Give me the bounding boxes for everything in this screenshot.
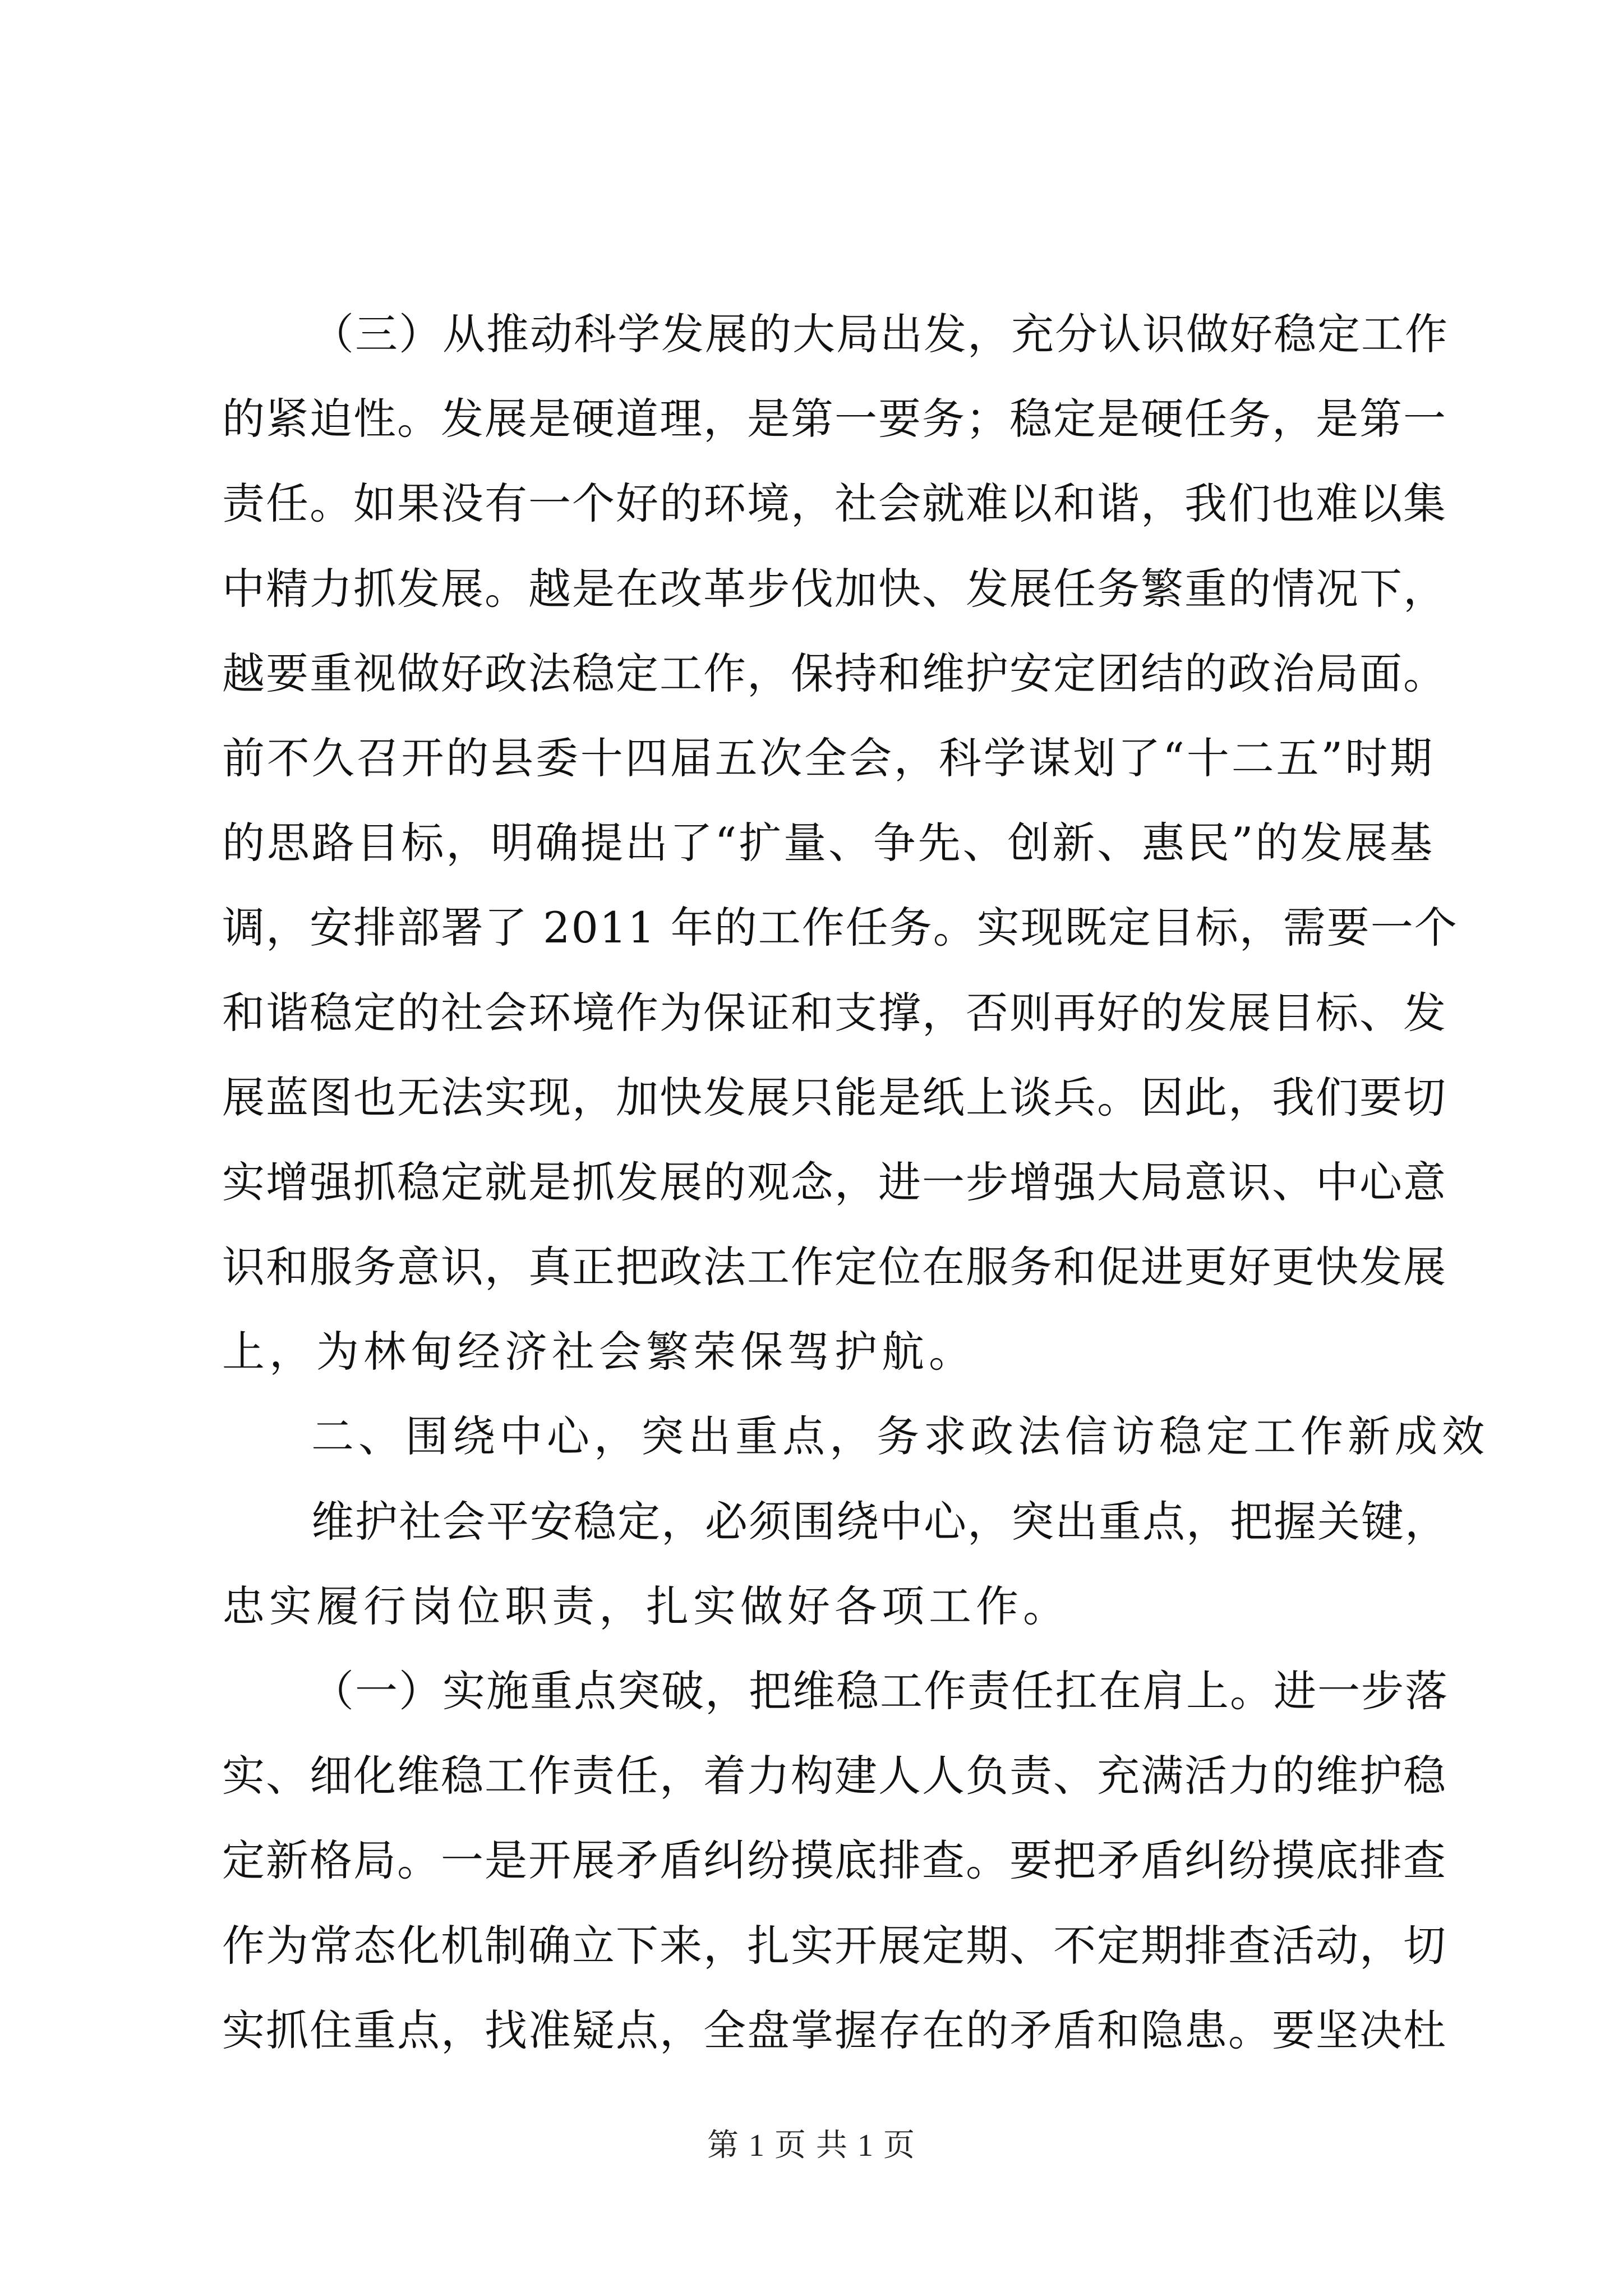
text-line: 作为常态化机制确立下来，扎实开展定期、不定期排查活动，切 bbox=[222, 1920, 1447, 1971]
text-line: 维护社会平安稳定，必须围绕中心，突出重点，把握关键， bbox=[311, 1496, 1449, 1547]
text-line: 的紧迫性。发展是硬道理，是第一要务；稳定是硬任务，是第一 bbox=[222, 394, 1447, 444]
text-line: 实增强抓稳定就是抓发展的观念，进一步增强大局意识、中心意 bbox=[222, 1157, 1447, 1207]
text-line: 实、细化维稳工作责任，着力构建人人负责、充满活力的维护稳 bbox=[222, 1751, 1447, 1801]
text-line: 忠实履行岗位职责，扎实做好各项工作。 bbox=[222, 1581, 1070, 1631]
text-line: 展蓝图也无法实现，加快发展只能是纸上谈兵。因此，我们要切 bbox=[222, 1072, 1447, 1122]
section-heading: 二、围绕中心，突出重点，务求政法信访稳定工作新成效 bbox=[311, 1411, 1489, 1462]
text-line: 责任。如果没有一个好的环境，社会就难以和谐，我们也难以集 bbox=[222, 478, 1447, 529]
text-line: 调，安排部署了 2011 年的工作任务。实现既定目标，需要一个 bbox=[222, 903, 1458, 953]
text-line: 和谐稳定的社会环境作为保证和支撑，否则再好的发展目标、发 bbox=[222, 987, 1447, 1038]
text-line: 的思路目标，明确提出了“扩量、争先、创新、惠民”的发展基 bbox=[222, 818, 1433, 868]
page-number-footer: 第 1 页 共 1 页 bbox=[707, 2128, 916, 2163]
text-line: （一）实施重点突破，把维稳工作责任扛在肩上。进一步落 bbox=[311, 1666, 1449, 1717]
text-line: （三）从推动科学发展的大局出发，充分认识做好稳定工作 bbox=[311, 309, 1449, 359]
text-line: 上，为林甸经济社会繁荣保驾护航。 bbox=[222, 1327, 976, 1377]
text-line: 前不久召开的县委十四届五次全会，科学谋划了“十二五”时期 bbox=[222, 733, 1433, 783]
text-line: 识和服务意识，真正把政法工作定位在服务和促进更好更快发展 bbox=[222, 1242, 1447, 1292]
text-line: 中精力抓发展。越是在改革步伐加快、发展任务繁重的情况下， bbox=[222, 563, 1447, 614]
text-line: 定新格局。一是开展矛盾纠纷摸底排查。要把矛盾纠纷摸底排查 bbox=[222, 1835, 1447, 1886]
text-line: 越要重视做好政法稳定工作，保持和维护安定团结的政治局面。 bbox=[222, 648, 1447, 698]
text-line: 实抓住重点，找准疑点，全盘掌握存在的矛盾和隐患。要坚决杜 bbox=[222, 2005, 1447, 2055]
